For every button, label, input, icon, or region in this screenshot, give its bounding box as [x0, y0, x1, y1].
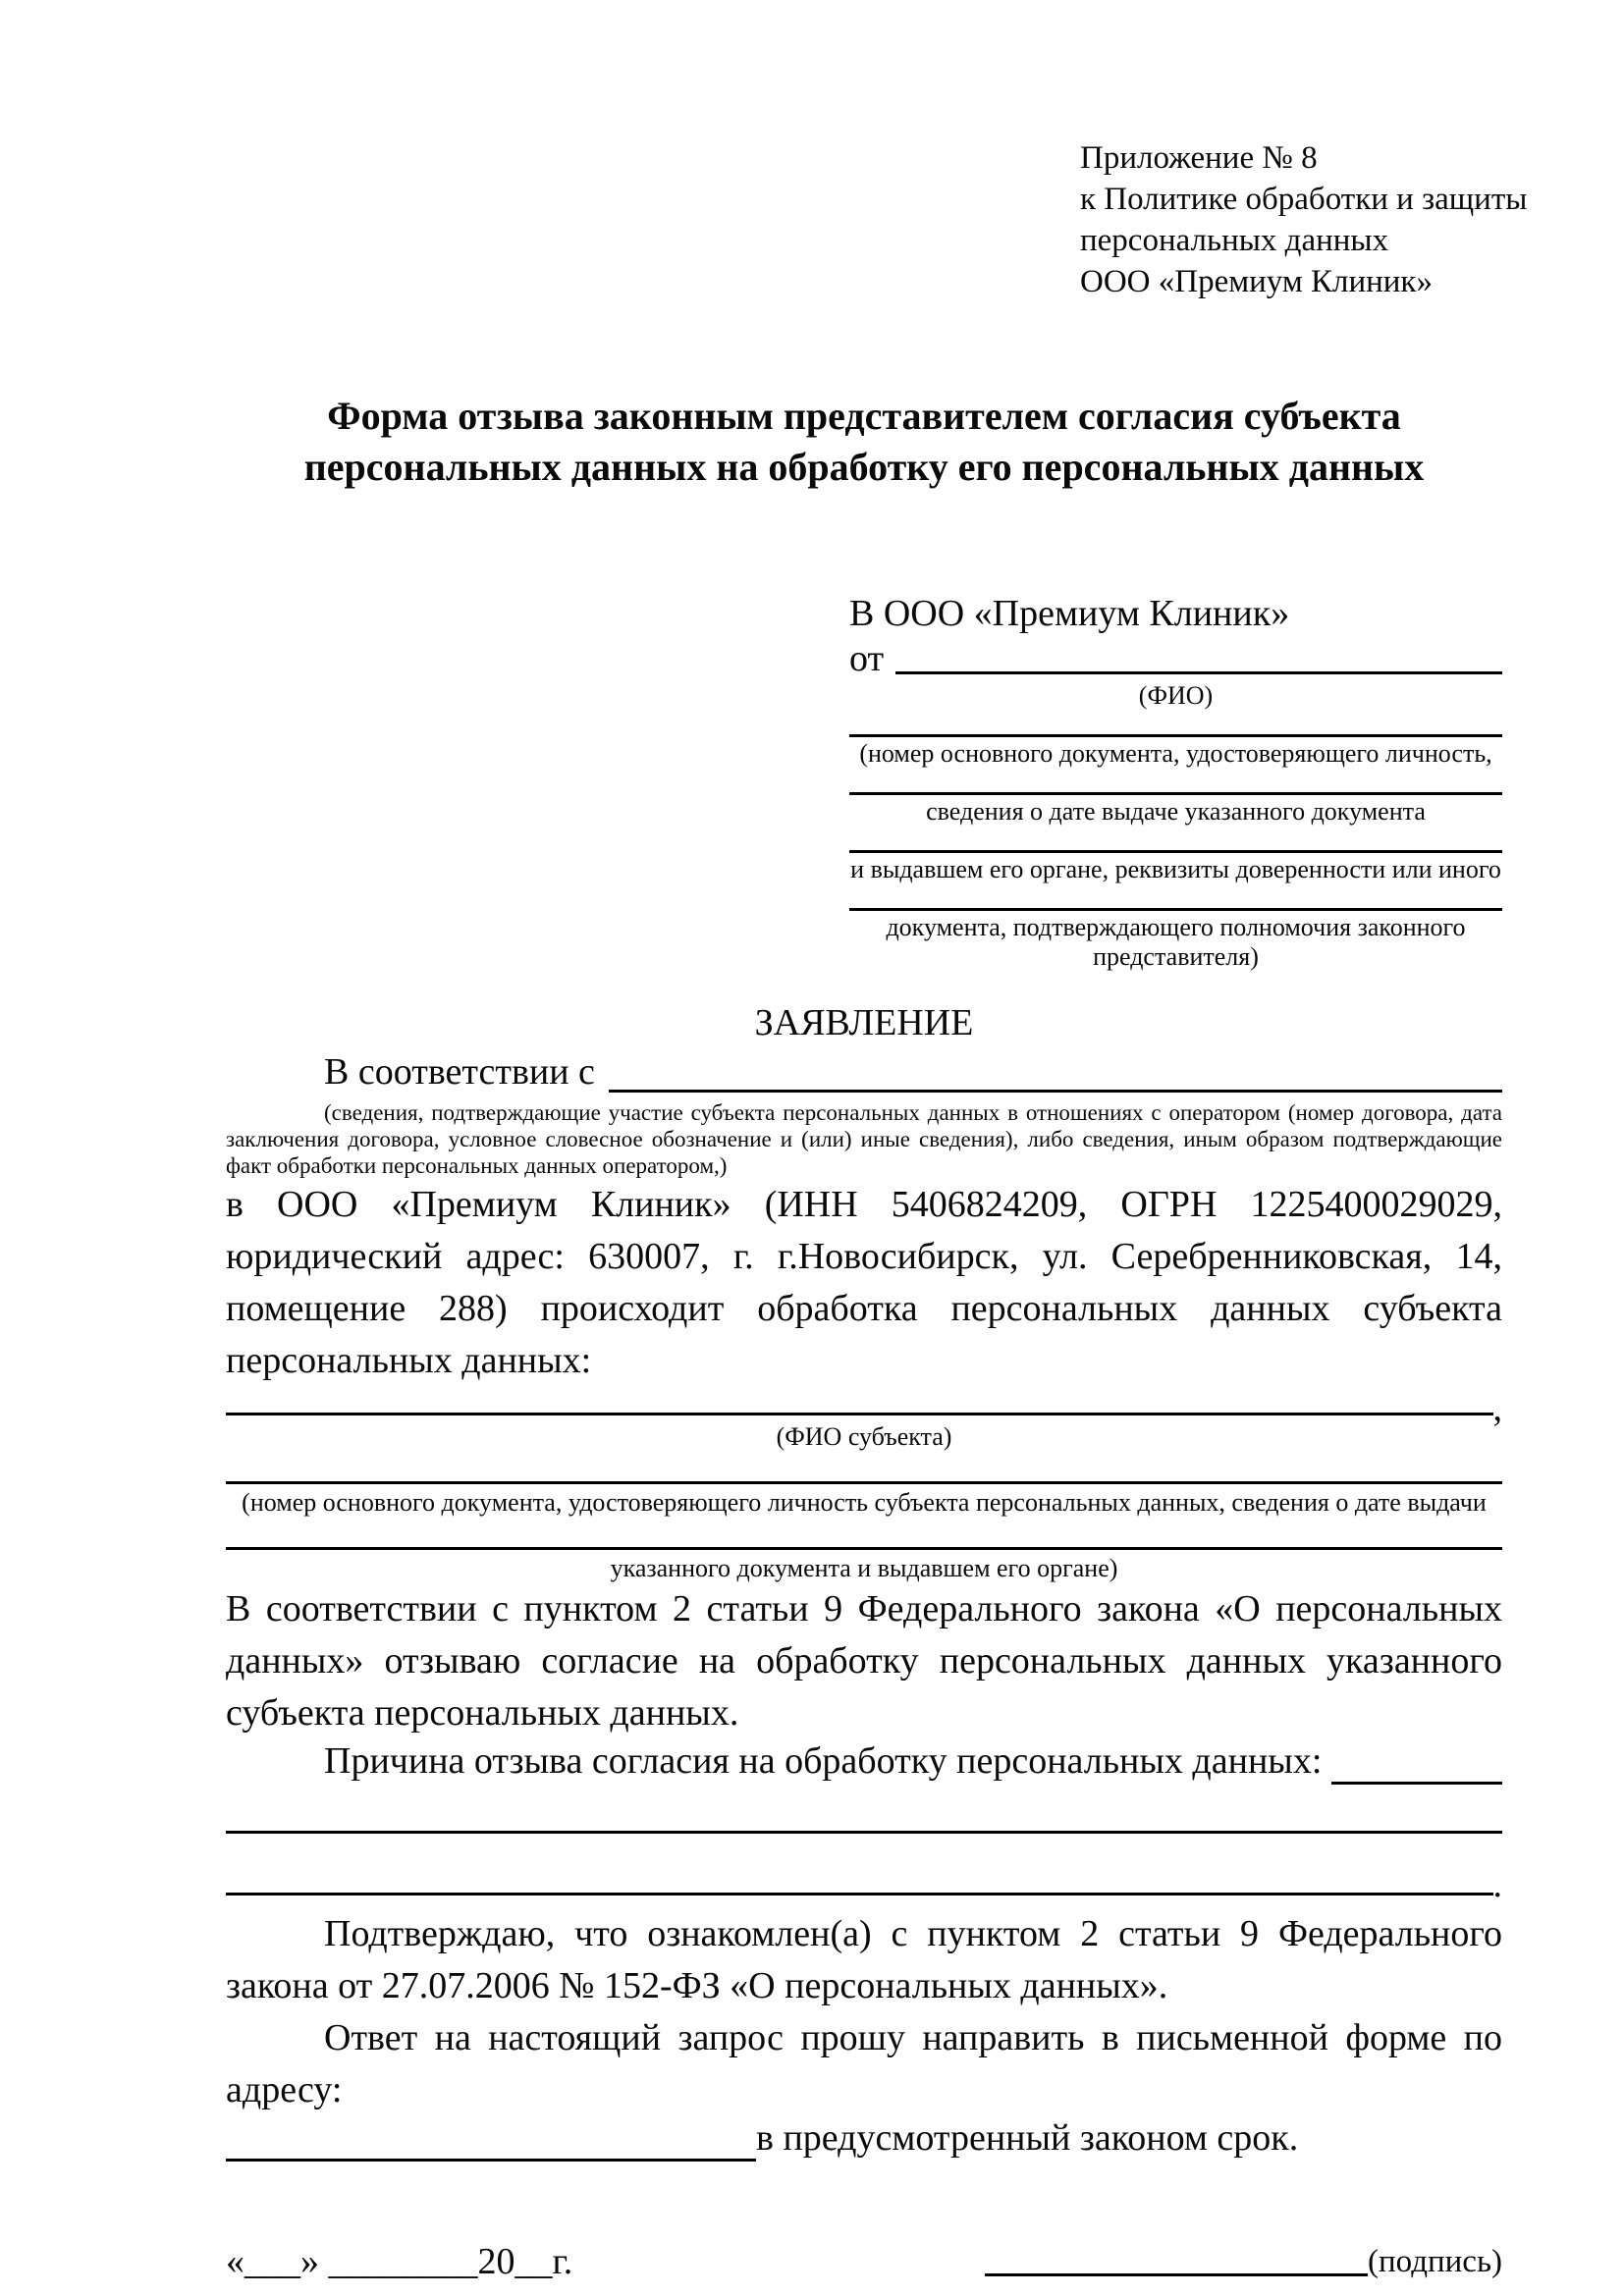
from-row — [849, 636, 1502, 681]
from-label: от — [849, 638, 885, 679]
reply-address-blank[interactable] — [226, 2116, 756, 2162]
withdraw-paragraph: В соответствии с пунктом 2 статьи 9 Федерального закона «О персональных данных» отзываю согласие на обработку персональных данных указанного субъекта персональных данных. — [226, 1588, 1502, 1734]
subject-fio-blank[interactable] — [226, 1387, 1493, 1415]
reply-paragraph: Ответ на настоящий запрос прошу направить в письменной форме по адресу: — [226, 2017, 1502, 2110]
representative-doc-blank-1[interactable] — [849, 734, 1502, 737]
representative-doc-field-3 — [849, 850, 1502, 884]
signature-group — [985, 2237, 1502, 2286]
addressee-block — [849, 591, 1502, 972]
subject-doc-field-2 — [226, 1547, 1502, 1583]
reason-blank-line-2[interactable] — [226, 1863, 1493, 1896]
reply-tail: в предусмотренный законом срок. — [756, 2117, 1299, 2159]
representative-doc-caption-4: документа, подтверждающего полномочия законного представителя) — [886, 913, 1466, 971]
appendix-block — [1080, 137, 1528, 302]
reason-label: Причина отзыва согласия на обработку персональных данных: — [324, 1740, 1323, 1782]
representative-doc-blank-2[interactable] — [849, 792, 1502, 795]
intro-label: В соответствии с — [324, 1051, 595, 1093]
confirm-paragraph: Подтверждаю, что ознакомлен(а) с пунктом 2 статьи 9 Федерального закона от 27.07.2006 № 152-ФЗ «О персональных данных». — [226, 1913, 1502, 2006]
representative-doc-field-1 — [849, 734, 1502, 769]
subject-fio-trailing-comma: , — [1492, 1388, 1502, 1429]
subject-fio-caption: (ФИО субъекта) — [776, 1422, 952, 1451]
representative-doc-field-2 — [849, 792, 1502, 827]
operator-paragraph: в ООО «Премиум Клиник» (ИНН 5406824209, ОГРН 1225400029029, юридический адрес: 630007, г. г.Новосибирск, ул. Серебренниковская, 14, помещение 288) происходит обработка персональных данных субъекта персональных данных: — [226, 1184, 1502, 1381]
addressee-org: В ООО «Премиум Клиник» — [849, 593, 1290, 634]
representative-name-blank[interactable] — [895, 636, 1502, 674]
representative-doc-caption-2: сведения о дате выдаче указанного документа — [926, 797, 1426, 826]
reason-blank-row-2 — [226, 1863, 1502, 1905]
reason-row — [226, 1739, 1502, 1791]
representative-doc-blank-3[interactable] — [849, 850, 1502, 853]
date-line[interactable]: «___» ________20__г. — [226, 2241, 573, 2282]
appendix-line-3: персональных данных — [1080, 223, 1389, 258]
subject-fio-row — [226, 1387, 1502, 1429]
reason-blank-short[interactable] — [1331, 1739, 1502, 1785]
subject-doc-field-1 — [226, 1481, 1502, 1518]
footer-row — [226, 2237, 1502, 2286]
subject-doc-blank-2[interactable] — [226, 1547, 1502, 1550]
subject-doc-caption-1: (номер основного документа, удостоверяющего личность субъекта персональных данных, сведения о дате выдачи — [242, 1488, 1487, 1517]
intro-caption: (сведения, подтверждающие участие субъекта персональных данных в отношениях с оператором (номер договора, дата заключения договора, условное словесное обозначение и (или) иные сведения), либо сведения, иным образом подтверждающие факт обработки персональных данных оператором,) — [226, 1100, 1502, 1178]
representative-doc-caption-3: и выдавшем его органе, реквизиты доверенности или иного — [850, 855, 1501, 883]
subject-doc-caption-2: указанного документа и выдавшем его органе) — [610, 1554, 1118, 1582]
appendix-line-2: к Политике обработки и защиты — [1080, 182, 1528, 217]
representative-doc-caption-1: (номер основного документа, удостоверяющего личность, — [859, 739, 1492, 768]
appendix-line-1: Приложение № 8 — [1080, 140, 1318, 176]
form-title: Форма отзыва законным представителем согласия субъекта персональных данных на обработку его персональных данных — [303, 394, 1425, 489]
representative-doc-field-4 — [849, 908, 1502, 972]
statement-heading: ЗАЯВЛЕНИЕ — [754, 1002, 974, 1043]
representative-doc-blank-4[interactable] — [849, 908, 1502, 911]
signature-caption: (подпись) — [1368, 2244, 1502, 2279]
intro-row — [226, 1050, 1502, 1099]
fio-caption: (ФИО) — [1138, 681, 1214, 710]
subject-doc-blank-1[interactable] — [226, 1481, 1502, 1484]
contract-info-blank[interactable] — [609, 1050, 1502, 1093]
appendix-line-4: ООО «Премиум Клиник» — [1080, 264, 1433, 299]
signature-blank[interactable] — [985, 2237, 1368, 2276]
reply-address-row — [226, 2116, 1502, 2168]
reason-blank-line-1[interactable] — [226, 1831, 1502, 1834]
reason-trailing-period: . — [1492, 1864, 1502, 1905]
